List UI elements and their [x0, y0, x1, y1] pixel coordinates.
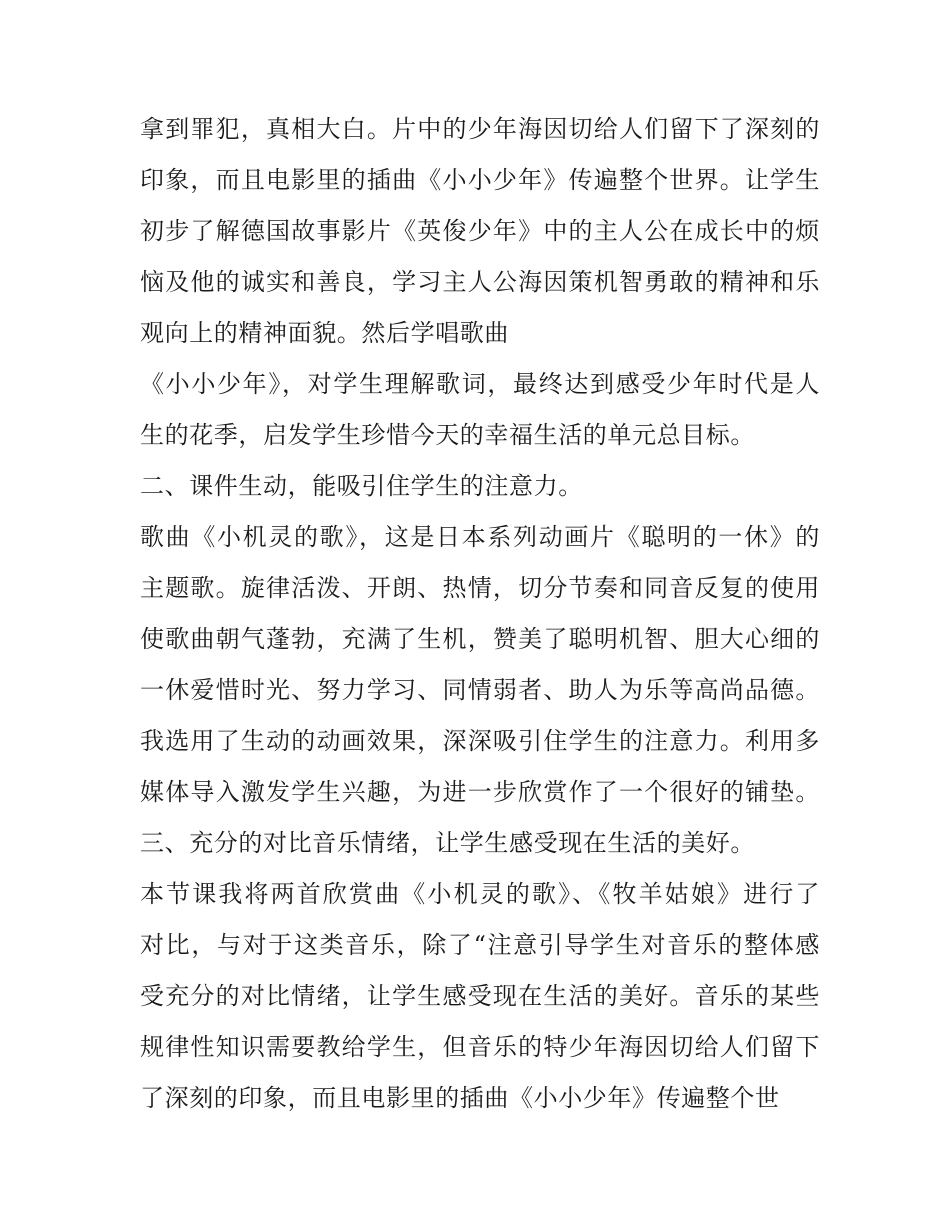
text-line: 拿到罪犯，真相大白。片中的少年海因切给人们留下了深刻的 [140, 115, 820, 143]
text-line: 对比，与对于这类音乐，除了“注意引导学生对音乐的整体感 [140, 931, 820, 959]
text-line: 本节课我将两首欣赏曲《小机灵的歌》、《牧羊姑娘》进行了 [140, 880, 820, 908]
text-line: 初步了解德国故事影片《英俊少年》中的主人公在成长中的烦 [140, 217, 820, 245]
body-text [140, 104, 820, 1124]
text-line: 恼及他的诚实和善良，学习主人公海因策机智勇敢的精神和乐 [140, 268, 820, 296]
text-line: 规律性知识需要教给学生，但音乐的特少年海因切给人们留下 [140, 1033, 820, 1061]
text-line: 《小小少年》，对学生理解歌词，最终达到感受少年时代是人 [140, 370, 820, 398]
text-line: 了深刻的印象，而且电影里的插曲《小小少年》传遍整个世 [140, 1084, 780, 1112]
section-heading: 二、课件生动，能吸引住学生的注意力。 [140, 472, 583, 500]
text-line: 使歌曲朝气蓬勃，充满了生机，赞美了聪明机智、胆大心细的 [140, 625, 820, 653]
text-line: 主题歌。旋律活泼、开朗、热情，切分节奏和同音反复的使用 [140, 574, 820, 602]
text-line: 受充分的对比情绪，让学生感受现在生活的美好。音乐的某些 [140, 982, 820, 1010]
text-line: 我选用了生动的动画效果，深深吸引住学生的注意力。利用多 [140, 727, 820, 755]
text-line: 媒体导入激发学生兴趣，为进一步欣赏作了一个很好的铺垫。 [140, 778, 820, 806]
text-line: 印象，而且电影里的插曲《小小少年》传遍整个世界。让学生 [140, 166, 820, 194]
text-line: 歌曲《小机灵的歌》，这是日本系列动画片《聪明的一休》的 [140, 523, 820, 551]
text-line: 观向上的精神面貌。然后学唱歌曲 [140, 319, 509, 347]
text-line: 生的花季，启发学生珍惜今天的幸福生活的单元总目标。 [140, 421, 755, 449]
text-line: 一休爱惜时光、努力学习、同情弱者、助人为乐等高尚品德。 [140, 676, 820, 704]
section-heading: 三、充分的对比音乐情绪，让学生感受现在生活的美好。 [140, 829, 755, 857]
